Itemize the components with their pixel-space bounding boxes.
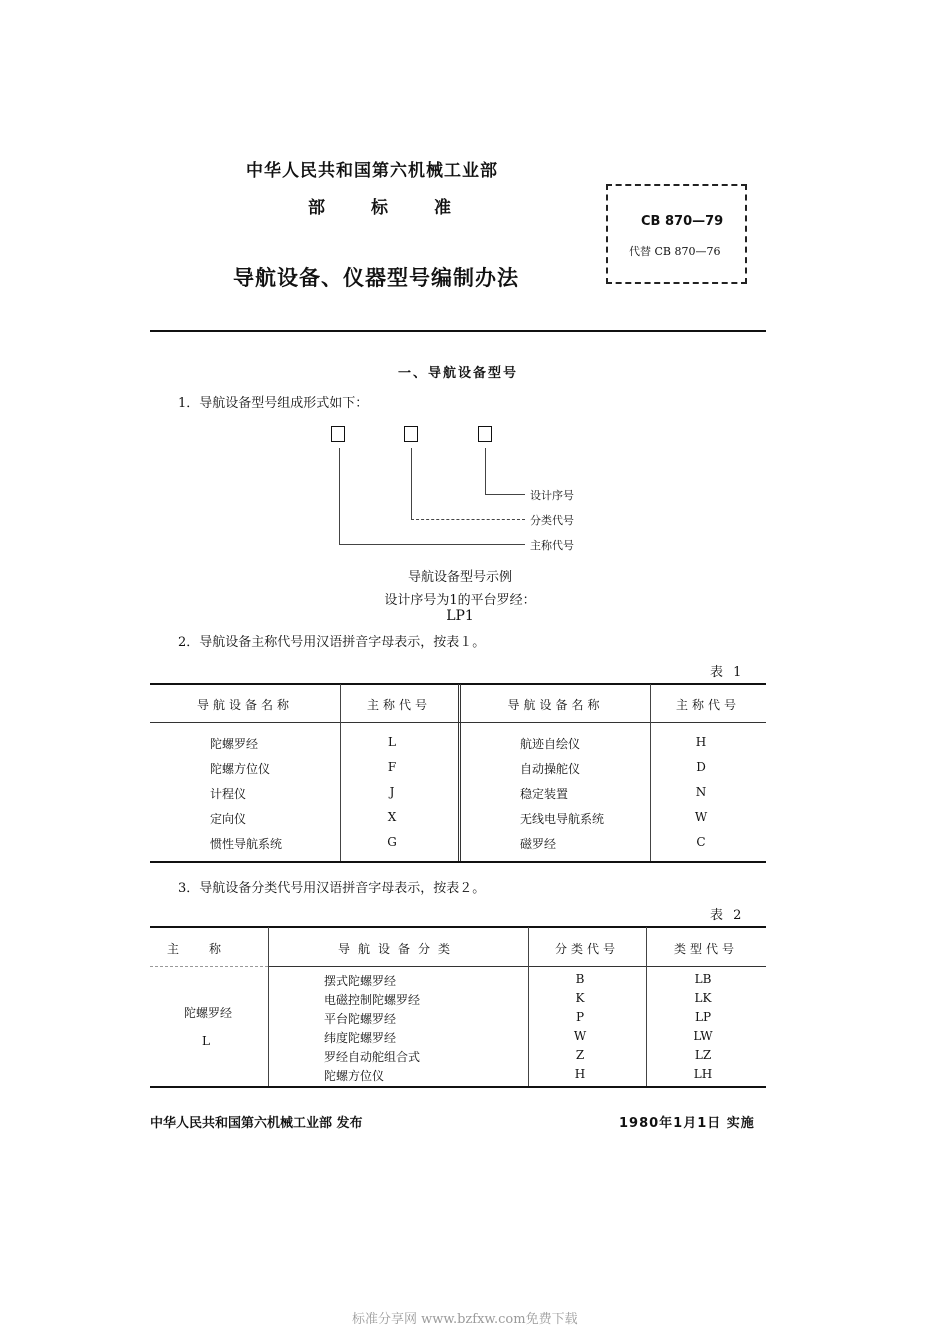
site-watermark: 标准分享网 www.bzfxw.com免费下载 xyxy=(352,1312,578,1327)
table-1-header: 主称代号 xyxy=(366,698,431,712)
example-description: 设计序号为1的平台罗经： xyxy=(384,593,536,608)
table-1-header: 主称代号 xyxy=(675,698,740,712)
item-1-text: 1．导航设备型号组成形式如下： xyxy=(178,396,369,411)
table-2-header: 类型代号 xyxy=(673,942,738,956)
table-2-cell: W xyxy=(573,1029,587,1043)
table-2-cell: 陀螺方位仪 xyxy=(324,1069,385,1083)
label-main-code: 主称代号 xyxy=(530,539,574,552)
item-2-text: 2．导航设备主称代号用汉语拼音字母表示，按表１。 xyxy=(178,635,486,650)
main-code-box xyxy=(331,426,345,442)
table-2-cell: P xyxy=(575,1010,585,1024)
standard-code-box xyxy=(606,184,747,284)
table-1-cell: 无线电导航系统 xyxy=(520,812,605,826)
table-2-cell: Z xyxy=(575,1048,585,1062)
table-2-cell: 纬度陀螺罗经 xyxy=(324,1031,397,1045)
table-2-cell: B xyxy=(575,972,585,986)
table-2-header: 分类代号 xyxy=(554,942,619,956)
table-1-cell: 惯性导航系统 xyxy=(210,837,283,851)
table-2-cell: 罗经自动舵组合式 xyxy=(324,1050,421,1064)
table-1-cell: 陀螺罗经 xyxy=(210,737,259,751)
table-1-bottom-rule xyxy=(150,861,766,863)
standard-label: 部标准 xyxy=(308,198,497,218)
table-2-head-rule xyxy=(268,966,766,967)
table-1-cell: 定向仪 xyxy=(210,812,247,826)
main-connector-v xyxy=(339,448,340,544)
table-1-caption: 表 1 xyxy=(710,665,745,680)
document-title: 导航设备、仪器型号编制办法 xyxy=(233,266,519,290)
table-2-cell: 平台陀螺罗经 xyxy=(324,1012,397,1026)
example-code: LP1 xyxy=(446,608,474,624)
table-2-caption: 表 2 xyxy=(710,908,745,923)
table-1-header: 导航设备名称 xyxy=(196,698,293,712)
label-design-number: 设计序号 xyxy=(530,489,574,502)
table-1-cell: 自动操舵仪 xyxy=(520,762,581,776)
table-2-cell: LK xyxy=(694,991,712,1005)
design-number-box xyxy=(478,426,492,442)
table-1-cell: 磁罗经 xyxy=(520,837,557,851)
table-1-cell: J xyxy=(389,785,395,799)
table-2-header: 主称 xyxy=(166,942,251,956)
table-1-cell: 陀螺方位仪 xyxy=(210,762,271,776)
table-2-main-code: L xyxy=(202,1034,210,1048)
table-2-bottom-rule xyxy=(150,1086,766,1088)
table-1-cell: 计程仪 xyxy=(210,787,247,801)
ministry-name: 中华人民共和国第六机械工业部 xyxy=(246,161,498,181)
table-1-cell: 航迹自绘仪 xyxy=(520,737,581,751)
table-2-cell: LP xyxy=(694,1010,712,1024)
replaces-code: 代替 CB 870—76 xyxy=(629,245,721,258)
table-1-cell: X xyxy=(387,810,397,824)
table-2-cell: H xyxy=(574,1067,586,1081)
table-1-cell: F xyxy=(387,760,397,774)
example-title: 导航设备型号示例 xyxy=(407,570,512,585)
effective-date-line: 1980年1月1日 实施 xyxy=(619,1116,755,1131)
section-title: 一、导航设备型号 xyxy=(398,366,519,381)
class-code-box xyxy=(404,426,418,442)
label-class-code: 分类代号 xyxy=(530,514,574,527)
table-1-cell: H xyxy=(695,735,707,749)
table-1-header: 导航设备名称 xyxy=(507,698,604,712)
publisher-line: 中华人民共和国第六机械工业部 发布 xyxy=(150,1116,363,1131)
table-2-cell: LZ xyxy=(694,1048,712,1062)
table-2-cell: LH xyxy=(693,1067,713,1081)
standard-code: CB 870—79 xyxy=(641,214,724,229)
item-3-text: 3．导航设备分类代号用汉语拼音字母表示，按表２。 xyxy=(178,881,486,896)
table-2-main-name: 陀螺罗经 xyxy=(184,1006,233,1020)
table-1-cell: G xyxy=(387,835,397,849)
design-connector-v xyxy=(485,448,486,494)
table-1-cell: 稳定装置 xyxy=(520,787,569,801)
table-2-cell: LW xyxy=(693,1029,713,1043)
table-1-cell: N xyxy=(695,785,707,799)
table-1-cell: D xyxy=(696,760,706,774)
table-2-cell: 电磁控制陀螺罗经 xyxy=(324,993,421,1007)
table-2-cell: K xyxy=(575,991,585,1005)
table-2-top-rule xyxy=(150,926,766,928)
main-connector-h xyxy=(339,544,525,545)
table-2-cell: 摆式陀螺罗经 xyxy=(324,974,397,988)
class-connector-h xyxy=(411,519,525,520)
class-connector-v xyxy=(411,448,412,519)
table-2-head-rule-left xyxy=(150,966,268,967)
table-1-cell: L xyxy=(388,735,396,749)
design-connector-h xyxy=(485,494,525,495)
header-divider xyxy=(150,330,766,332)
table-2-cell: LB xyxy=(694,972,712,986)
table-2-header: 导航设备分类 xyxy=(337,942,458,956)
table-1-cell: W xyxy=(694,810,708,824)
table-1-cell: C xyxy=(696,835,706,849)
